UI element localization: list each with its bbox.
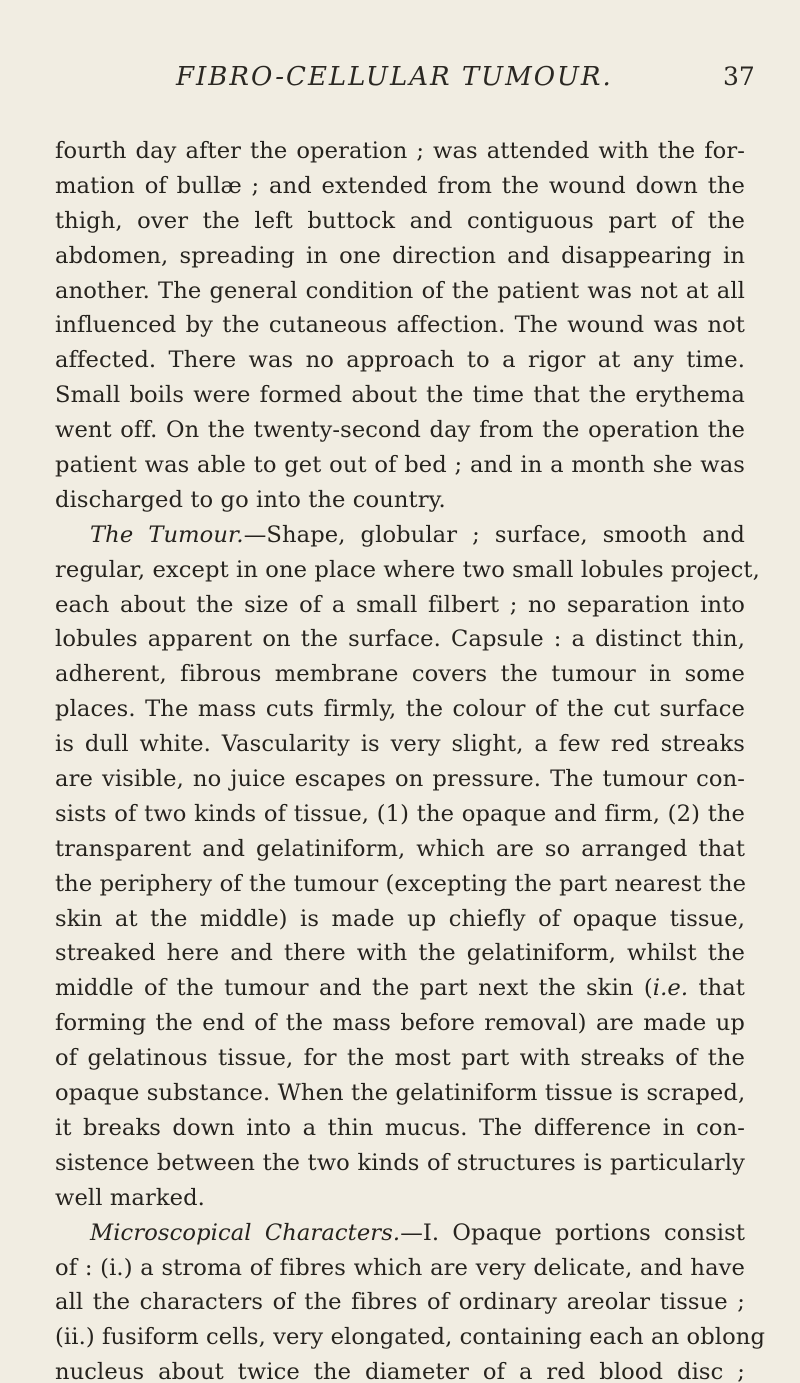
microscopical-first-line-text: —I. Opaque portions consist (400, 1219, 745, 1246)
text-line: opaque substance. When the gelatiniform tissue is scraped, (55, 1080, 746, 1107)
text-line: is dull white. Vascularity is very slight, a few red streaks (55, 731, 745, 758)
text-line: sistence between the two kinds of structures is particularly (55, 1149, 745, 1176)
text-line: skin at the middle) is made up chiefly of opaque tissue, (55, 905, 745, 932)
text-line: streaked here and there with the gelatiniform, whilst the (55, 940, 745, 967)
tumour-paragraph-first-line (55, 518, 745, 553)
microscopical-heading: Microscopical Characters. (90, 1219, 401, 1246)
ie-line-before: middle of the tumour and the part next the skin ( (55, 975, 653, 1002)
text-line: patient was able to get out of bed ; and in a month she was (55, 452, 745, 479)
text-line: well marked. (55, 1184, 205, 1211)
text-line-with-abbreviation (55, 971, 745, 1006)
ie-abbreviation: i.e. (652, 975, 689, 1002)
text-line: transparent and gelatiniform, which are so arranged that (55, 835, 745, 862)
text-line: thigh, over the left buttock and contiguous part of the (55, 207, 745, 234)
text-line: regular, except in one place where two small lobules project, (55, 556, 760, 583)
page-number: 37 (723, 62, 755, 91)
text-line: abdomen, spreading in one direction and disappearing in (55, 242, 745, 269)
text-line: each about the size of a small filbert ; no separation into (55, 591, 745, 618)
microscopical-paragraph-first-line (55, 1216, 745, 1251)
text-line: are visible, no juice escapes on pressure. The tumour con- (55, 766, 745, 793)
text-line: went off. On the twenty-second day from the operation the (55, 417, 745, 444)
text-line: affected. There was no approach to a rigor at any time. (55, 347, 745, 374)
text-line: of gelatinous tissue, for the most part with streaks of the (55, 1045, 745, 1072)
body-text (55, 134, 766, 1383)
text-line: fourth day after the operation ; was attended with the for- (55, 138, 745, 164)
text-line: of : (i.) a stroma of fibres which are very delicate, and have (55, 1254, 745, 1281)
text-line: (ii.) fusiform cells, very elongated, containing each an oblong (55, 1324, 766, 1351)
text-line: forming the end of the mass before removal) are made up (55, 1010, 745, 1037)
text-line: the periphery of the tumour (excepting the part nearest the (55, 870, 747, 897)
text-line: it breaks down into a thin mucus. The difference in con- (55, 1114, 745, 1141)
text-line: adherent, fibrous membrane covers the tumour in some (55, 661, 745, 688)
tumour-heading: The Tumour. (90, 521, 244, 548)
text-line: discharged to go into the country. (55, 486, 446, 513)
text-line: Small boils were formed about the time that the erythema (55, 382, 745, 409)
text-line: places. The mass cuts firmly, the colour of the cut surface (55, 696, 745, 723)
text-line: mation of bullæ ; and extended from the wound down the (55, 172, 745, 199)
text-line: nucleus about twice the diameter of a red blood disc ; (55, 1359, 745, 1383)
text-line: influenced by the cutaneous affection. The wound was not (55, 312, 745, 339)
text-line: lobules apparent on the surface. Capsule : a distinct thin, (55, 626, 745, 653)
text-line: sists of two kinds of tissue, (1) the opaque and firm, (2) the (55, 800, 745, 827)
tumour-first-line-text: —Shape, globular ; surface, smooth and (243, 521, 745, 548)
text-line: all the characters of the fibres of ordinary areolar tissue ; (55, 1289, 745, 1316)
page-header (0, 62, 800, 96)
ie-line-after: that (688, 975, 745, 1002)
text-line: another. The general condition of the patient was not at all (55, 277, 745, 304)
running-title: FIBRO-CELLULAR TUMOUR. (176, 62, 613, 92)
